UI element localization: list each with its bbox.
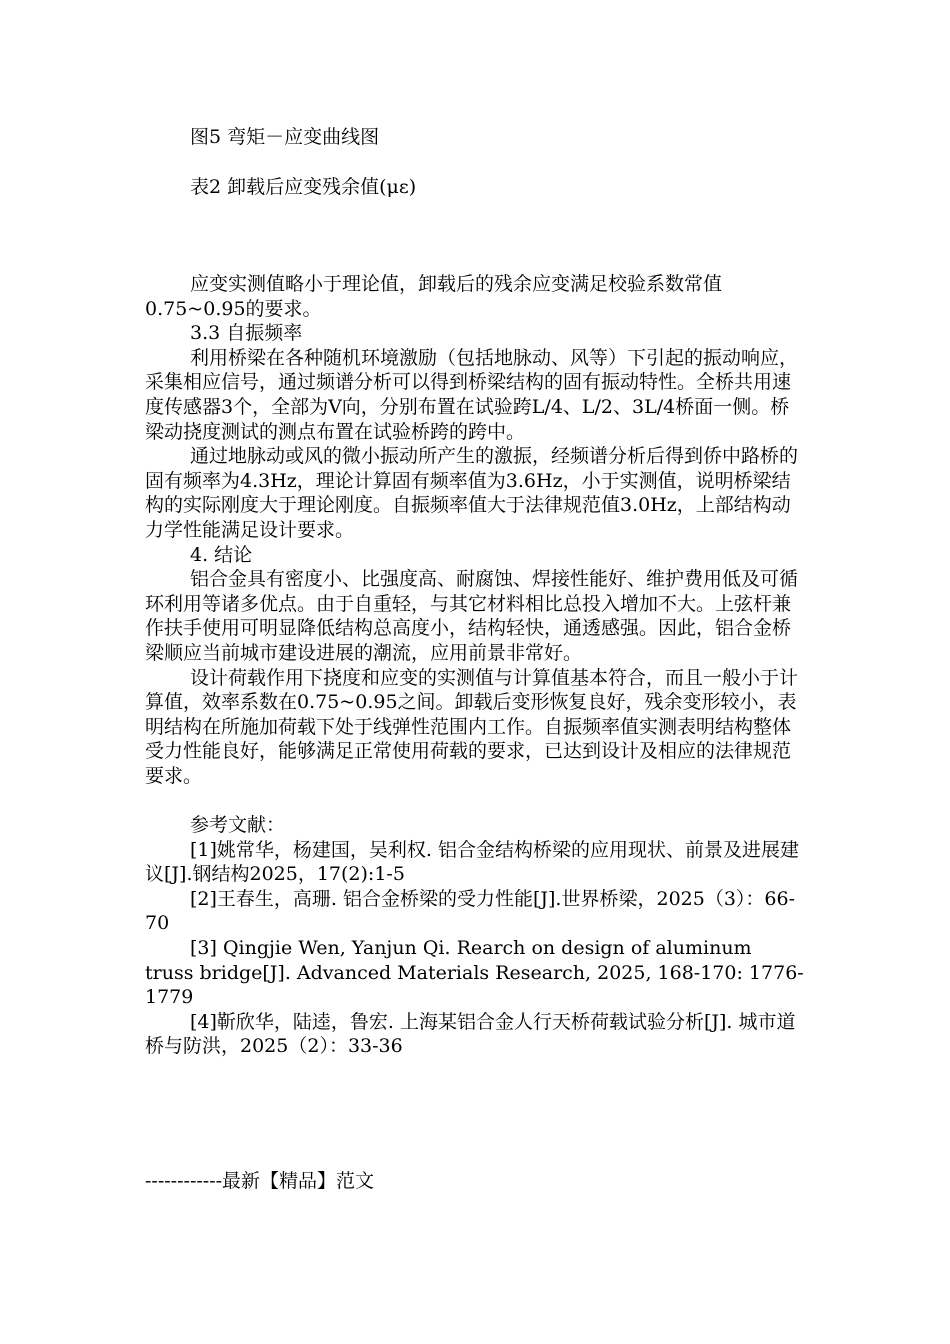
section-heading: 4. 结论: [190, 543, 253, 566]
reference-item: [1]姚常华，杨建国，吴利权. 铝合金结构桥梁的应用现状、前景及进展建议[J].钢结构2025，17(2):1-5: [145, 838, 799, 886]
reference-item: [4]靳欣华，陆逵，鲁宏. 上海某铝合金人行天桥荷载试验分析[J]. 城市道桥与防洪，2025（2）：33-36: [145, 1010, 796, 1058]
figure-caption: 图5 弯矩－应变曲线图: [190, 126, 380, 148]
paragraph: 应变实测值略小于理论值，卸载后的残余应变满足校验系数常值0.75~0.95的要求。: [145, 273, 723, 320]
section-heading: 3.3 自振频率: [190, 322, 303, 345]
paragraph: 铝合金具有密度小、比强度高、耐腐蚀、焊接性能好、维护费用低及可循环利用等诸多优点。由于自重轻，与其它材料相比总投入增加不大。上弦杆兼作扶手使用可明显降低结构总高度小，结构轻快，通透感强。因此，铝合金桥梁顺应当前城市建设进展的潮流，应用前景非常好。: [145, 568, 799, 664]
paragraph: 通过地脉动或风的微小振动所产生的激振，经频谱分析后得到侨中路桥的固有频率为4.3Hz，理论计算固有频率值为3.6Hz，小于实测值，说明桥梁结构的实际刚度大于理论刚度。自振频率值大于法律规范值3.0Hz，上部结构动力学性能满足设计要求。: [145, 445, 799, 541]
reference-item: [2]王春生，高珊. 铝合金桥梁的受力性能[J].世界桥梁，2025（3）：66-70: [145, 887, 796, 935]
reference-item: [3] Qingjie Wen, Yanjun Qi. Rearch on design of aluminum truss bridge[J]. Advanced Materials Research, 2025, 168-170: 1776-1779: [145, 937, 804, 1009]
references-title: 参考文献：: [190, 814, 286, 837]
footer-text: ------------最新【精品】范文: [145, 1170, 375, 1192]
document-body: [145, 272, 805, 1059]
table-caption: 表2 卸载后应变残余值(με): [190, 176, 417, 198]
paragraph: 设计荷载作用下挠度和应变的实测值与计算值基本符合，而且一般小于计算值，效率系数在0.75~0.95之间。卸载后变形恢复良好，残余变形较小，表明结构在所施加荷载下处于线弹性范围内工作。自振频率值实测表明结构整体受力性能良好，能够满足正常使用荷载的要求，已达到设计及相应的法律规范要求。: [145, 666, 799, 787]
paragraph: 利用桥梁在各种随机环境激励（包括地脉动、风等）下引起的振动响应，采集相应信号，通过频谱分析可以得到桥梁结构的固有振动特性。全桥共用速度传感器3个，全部为V向，分别布置在试验跨L/4、L/2、3L/4桥面一侧。桥梁动挠度测试的测点布置在试验桥跨的跨中。: [145, 346, 799, 443]
